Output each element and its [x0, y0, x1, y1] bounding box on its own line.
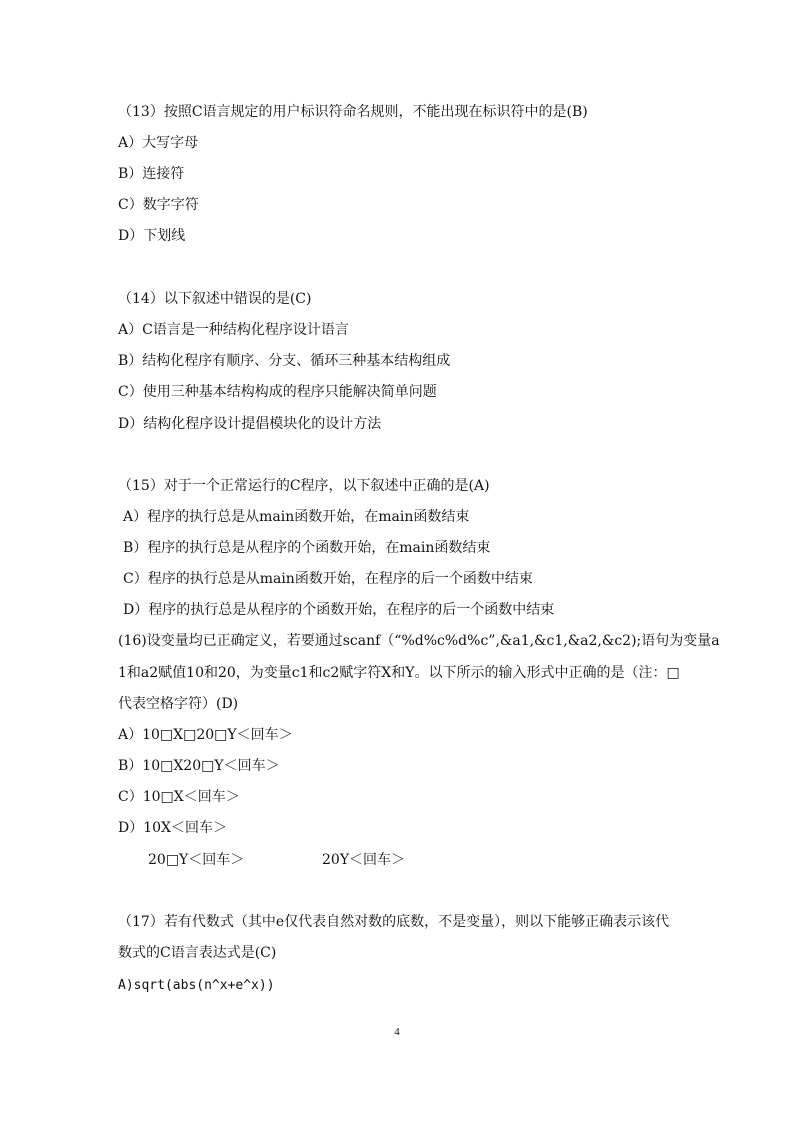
question-16-stem-line-2: 1和a2赋值10和20，为变量c1和c2赋字符X和Y。以下所示的输入形式中正确的是（注：□ [118, 665, 680, 681]
question-16-option-b: B）10□X20□Y＜回车＞ [118, 758, 280, 774]
question-13-option-b: B）连接符 [118, 166, 185, 182]
question-13-option-a: A）大写字母 [118, 135, 199, 151]
question-16-option-a: A）10□X□20□Y＜回车＞ [118, 727, 293, 743]
question-15-option-b: B）程序的执行总是从程序的个函数开始，在main函数结束 [123, 540, 491, 556]
question-13-option-d: D）下划线 [118, 228, 186, 244]
page-number: 4 [394, 1026, 400, 1038]
question-15-option-a: A）程序的执行总是从main函数开始，在main函数结束 [123, 509, 470, 525]
question-17-stem-line-1: （17）若有代数式（其中e仅代表自然对数的底数，不是变量），则以下能够正确表示该代 [118, 914, 670, 930]
question-16-option-d-continuation-1: 20□Y＜回车＞ [148, 852, 245, 868]
question-16-option-d-continuation-2: 20Y＜回车＞ [322, 852, 406, 868]
question-15-option-c: C）程序的执行总是从main函数开始，在程序的后一个函数中结束 [123, 571, 533, 587]
question-17-option-a: A)sqrt(abs(n^x+e^x)) [118, 978, 275, 993]
question-16-stem-line-1: (16)设变量均已正确定义，若要通过scanf（“%d%c%d%c”,&a1,&c1,&a2,&c2);语句为变量a [118, 633, 720, 649]
question-17-stem-line-2: 数式的C语言表达式是(C) [118, 945, 277, 961]
question-14-option-d: D）结构化程序设计提倡模块化的设计方法 [118, 416, 382, 432]
question-14-option-a: A）C语言是一种结构化程序设计语言 [118, 322, 349, 338]
question-13-option-c: C）数字字符 [118, 197, 199, 213]
question-16-stem-line-3: 代表空格字符）(D) [118, 696, 239, 712]
question-14-stem: （14）以下叙述中错误的是(C) [118, 291, 312, 307]
question-16-option-d: D）10X＜回车＞ [118, 820, 228, 836]
question-15-option-d: D）程序的执行总是从程序的个函数开始，在程序的后一个函数中结束 [123, 602, 555, 618]
question-15-stem: （15）对于一个正常运行的C程序，以下叙述中正确的是(A) [118, 478, 490, 494]
question-16-option-c: C）10□X＜回车＞ [118, 789, 240, 805]
question-14-option-c: C）使用三种基本结构构成的程序只能解决简单问题 [118, 384, 437, 400]
question-13-stem: （13）按照C语言规定的用户标识符命名规则，不能出现在标识符中的是(B) [118, 104, 588, 120]
question-14-option-b: B）结构化程序有顺序、分支、循环三种基本结构组成 [118, 353, 451, 369]
